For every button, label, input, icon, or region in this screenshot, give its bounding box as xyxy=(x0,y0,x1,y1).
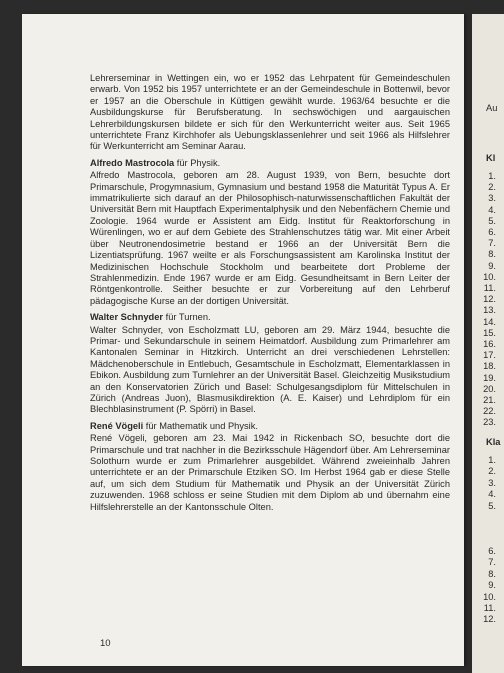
right-page-list-number: 12. xyxy=(483,614,496,625)
right-page-list-number: 5. xyxy=(488,215,496,226)
section-heading xyxy=(90,312,450,323)
biography-paragraph: Alfredo Mastrocola, geboren am 28. August 1939, von Bern, besuchte dort Primarschule, Progymnasium, Gymnasium und bestand 1958 die Maturität Typus A. Er immatrikulierte sich darauf an der Philosophisch-naturwissenschaftlichen Fakultät der Universität Bern mit Hauptfach Experimentalphysik und den Nebenfächern Chemie und Zoologie. 1964 wurde er Assistent am Eidg. Institut für Reaktorforschung in Würenlingen, wo er auf dem Gebiete des Strahlenschutzes tätig war. Mit einer Arbeit über Neutronendosimetrie bestand er 1966 an der Universität Bern die Lizentiatsprüfung. 1967 weilte er als Forschungsassistent am Karolinska Institut der Medizinischen Hochschule Stockholm und bearbeitete dort Probleme der Strahlenmedizin. Ende 1967 wurde er am Eidg. Gesundheitsamt in Bern Leiter der Röntgenkontrolle. Seither besuchte er zur Vorbereitung auf den Lehrberuf pädagogische Kurse an der dortigen Universität. xyxy=(90,170,450,306)
right-page-list-number: 9. xyxy=(488,580,496,591)
right-page-list-number: 3. xyxy=(488,477,496,488)
subject-text: für Physik. xyxy=(174,157,221,168)
right-page-list-number: 18. xyxy=(483,361,496,372)
right-page-word: Au xyxy=(486,103,498,113)
right-page-list-number: 13. xyxy=(483,305,496,316)
right-page-list-number: 19. xyxy=(483,372,496,383)
main-text xyxy=(90,73,450,513)
right-page-heading: Kla xyxy=(486,437,501,447)
subject-text: für Turnen. xyxy=(163,312,211,323)
biography-paragraph: Walter Schnyder, von Escholzmatt LU, geboren am 29. März 1944, besuchte die Primar- und Sekundarschule in seinem Heimatdorf. Ausbildung zum Primarlehrer am Kantonalen Seminar in Hitzkirch. Unterricht an drei verschiedenen Lehrstellen: Mädchenoberschule in Entlebuch, Gesamtschule in Escholzmatt, Elementarklassen in Ebikon. Ausbildung zum Turnlehrer an der Universität Basel. Gleichzeitig Musikstudium an den Konservatorien Zürich und Basel: Schulgesangsdiplom für Mittelschulen in Zürich (Andreas Juon), Blasmusikdirektion (A. E. Kaiser) und Lehrdiplom für ein Blechblasinstrument (P. Spörri) in Basel. xyxy=(90,324,450,415)
person-name: Walter Schnyder xyxy=(90,312,164,323)
person-name: Alfredo Mastrocola xyxy=(90,157,175,168)
right-page-list-number: 20. xyxy=(483,383,496,394)
right-page-list-number: 7. xyxy=(488,557,496,568)
right-page-list-number: 10. xyxy=(483,271,496,282)
right-page-heading: Kl xyxy=(486,153,496,163)
right-page-list-number: 15. xyxy=(483,327,496,338)
right-page-list-number: 16. xyxy=(483,339,496,349)
section-heading xyxy=(90,158,450,169)
right-page-list-number: 11. xyxy=(483,603,496,613)
intro-paragraph: Lehrerseminar in Wettingen ein, wo er 1952 das Lehrpatent für Gemeindeschulen erwarb. Von 1952 bis 1957 unterrichtete er an der Gemeindeschule in Bottenwil, bevor er 1957 an die Oberschule in Küttigen gewählt wurde. 1963/64 besuchte er die Ausbildungskurse für Berufsberatung. In sechswöchigen und aargauischen Lehrerbildungskursen bildete er sich für den Werkunterricht weiter aus. Seit 1965 unterrichtete Franz Kirchhofer als Uebungsklassenlehrer und seit 1966 als Hilfslehrer für Werkunterricht am Seminar Aarau. xyxy=(90,73,450,152)
right-page-list-number: 1. xyxy=(488,171,496,181)
section-schnyder xyxy=(90,312,450,416)
right-page-list-number: 6. xyxy=(488,546,496,556)
right-page-list-number: 4. xyxy=(488,204,496,215)
subject-text: für Mathematik und Physik. xyxy=(143,420,258,431)
right-page-list-number: 17. xyxy=(483,350,496,361)
right-page-edge xyxy=(472,14,504,673)
right-page-list-number: 2. xyxy=(488,182,496,193)
right-page-list-number: 23. xyxy=(483,417,496,428)
right-page-list-number: 3. xyxy=(488,193,496,204)
right-page-list-number: 8. xyxy=(488,249,496,260)
biography-paragraph: René Vögeli, geboren am 23. Mai 1942 in Rickenbach SO, besuchte dort die Primarschule und trat nachher in die Bezirksschule Hägendorf über. Am Lehrerseminar Solothurn wurde er zum Primarlehrer ausgebildet. Während zweieinhalb Jahren unterrichtete er an der Primarschule Etziken SO. Im Herbst 1964 gab er diese Stelle auf, um sich dem Studium für Mathematik und Physik an der Universität Zürich zuzuwenden. 1968 schloss er seine Studien mit dem Diplom ab und übernahm eine Hilfslehrerstelle an der Kantonsschule Olten. xyxy=(90,433,450,512)
person-name: René Vögeli xyxy=(90,420,144,431)
section-heading xyxy=(90,421,450,432)
right-page-list-number: 10. xyxy=(483,591,496,602)
section-mastrocola xyxy=(90,158,450,307)
right-page-list-number: 1. xyxy=(488,455,496,465)
right-page-list-number: 2. xyxy=(488,466,496,477)
right-page-list-number: 21. xyxy=(483,395,496,405)
right-page-list-number: 12. xyxy=(483,294,496,305)
right-page-list-number: 9. xyxy=(488,260,496,271)
right-page-list-number: 22. xyxy=(483,406,496,417)
right-page-list-number: 6. xyxy=(488,227,496,237)
page-number: 10 xyxy=(100,638,111,649)
right-page-list-number: 8. xyxy=(488,568,496,579)
right-page-list-number: 5. xyxy=(488,500,496,511)
right-page-list-number: 14. xyxy=(483,316,496,327)
right-page-list-number: 11. xyxy=(483,283,496,293)
right-page-list-number: 7. xyxy=(488,238,496,249)
section-voegeli xyxy=(90,421,450,513)
right-page-list-number: 4. xyxy=(488,489,496,500)
